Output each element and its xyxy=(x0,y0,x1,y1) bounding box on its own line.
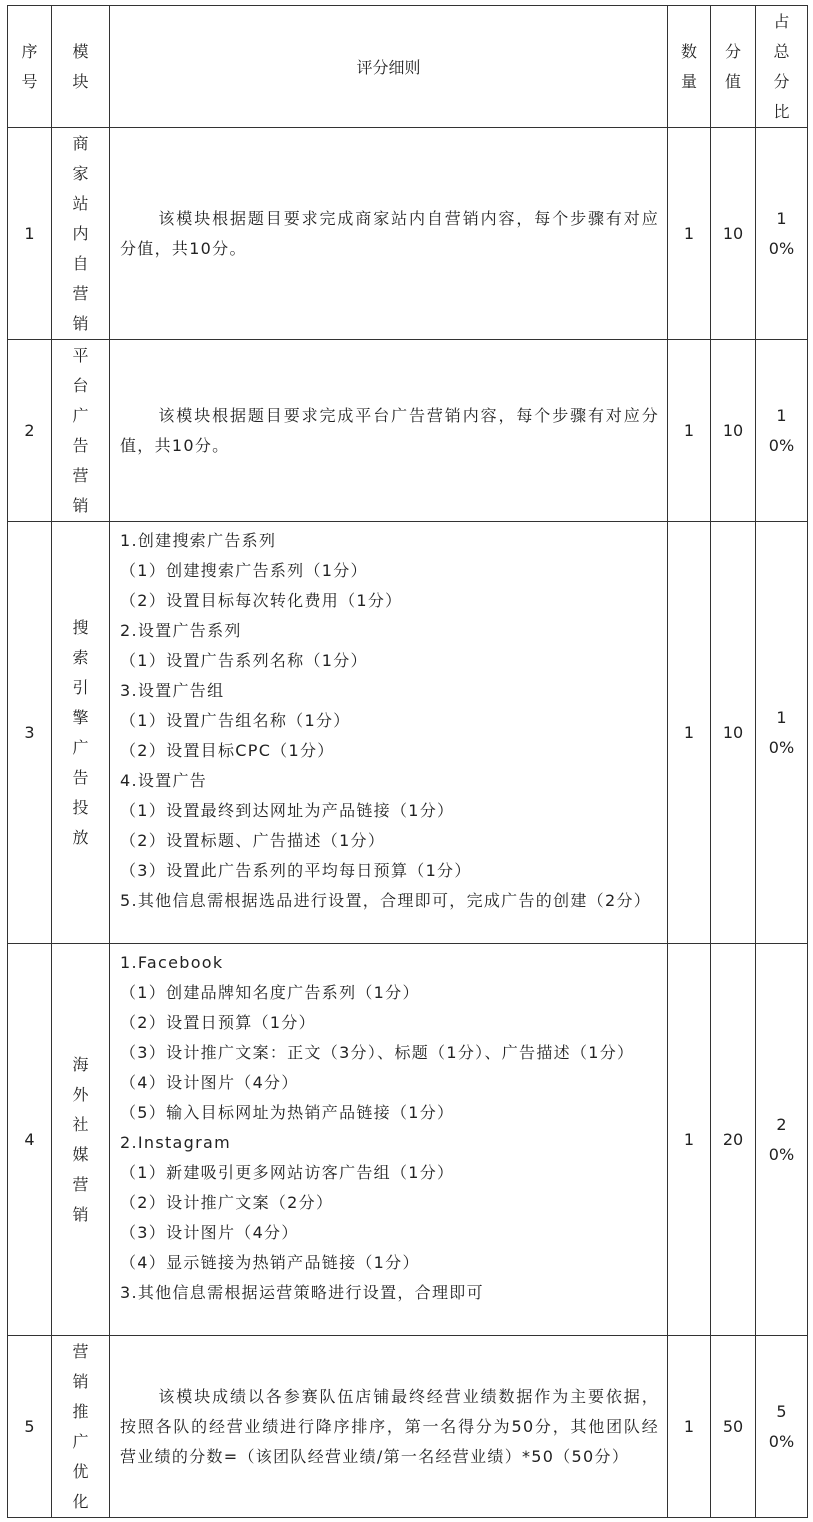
row-module: 营销推广优化 xyxy=(52,1336,110,1518)
rule-line: （2）设置目标CPC（1分） xyxy=(120,741,335,760)
row-pct: 10% xyxy=(756,340,808,522)
rule-line: （4）设计图片（4分） xyxy=(120,1073,299,1092)
rule-line: （3）设计推广文案：正文（3分）、标题（1分）、广告描述（1分） xyxy=(120,1043,635,1062)
rule-line: （2）设置标题、广告描述（1分） xyxy=(120,831,386,850)
row-score: 50 xyxy=(711,1336,756,1518)
rule-line: 2.Instagram xyxy=(120,1133,231,1152)
header-seq: 序号 xyxy=(8,6,52,128)
rule-line: （2）设置日预算（1分） xyxy=(120,1013,316,1032)
row-count: 1 xyxy=(668,522,711,944)
row-seq: 1 xyxy=(8,128,52,340)
row-pct: 10% xyxy=(756,128,808,340)
rule-line: 5.其他信息需根据选品进行设置，合理即可，完成广告的创建（2分） xyxy=(120,891,652,910)
table-row xyxy=(8,1336,808,1518)
rule-line: （1）设置广告组名称（1分） xyxy=(120,711,351,730)
rule-line: 2.设置广告系列 xyxy=(120,621,242,640)
rule-line: （1）设置最终到达网址为产品链接（1分） xyxy=(120,801,455,820)
row-rules xyxy=(110,944,668,1336)
row-module: 商家站内自营销 xyxy=(52,128,110,340)
row-score: 10 xyxy=(711,128,756,340)
table-row xyxy=(8,944,808,1336)
rule-line: （2）设置目标每次转化费用（1分） xyxy=(120,591,403,610)
row-score: 20 xyxy=(711,944,756,1336)
header-row xyxy=(8,6,808,128)
header-rules: 评分细则 xyxy=(110,6,668,128)
table-row xyxy=(8,522,808,944)
row-rules: 该模块根据题目要求完成平台广告营销内容，每个步骤有对应分值，共10分。 xyxy=(110,340,668,522)
rule-line: （2）设计推广文案（2分） xyxy=(120,1193,334,1212)
row-count: 1 xyxy=(668,1336,711,1518)
row-seq: 2 xyxy=(8,340,52,522)
row-count: 1 xyxy=(668,128,711,340)
header-count: 数量 xyxy=(668,6,711,128)
row-score: 10 xyxy=(711,340,756,522)
rule-line: （1）创建品牌知名度广告系列（1分） xyxy=(120,983,420,1002)
row-module: 平台广告营销 xyxy=(52,340,110,522)
row-rules xyxy=(110,522,668,944)
rule-line: 1.创建搜索广告系列 xyxy=(120,531,277,550)
row-score: 10 xyxy=(711,522,756,944)
rule-line: 3.设置广告组 xyxy=(120,681,225,700)
table-row xyxy=(8,128,808,340)
row-seq: 4 xyxy=(8,944,52,1336)
header-module: 模块 xyxy=(52,6,110,128)
row-rules: 该模块根据题目要求完成商家站内自营销内容，每个步骤有对应分值，共10分。 xyxy=(110,128,668,340)
header-pct: 占总分比 xyxy=(756,6,808,128)
rule-line: （4）显示链接为热销产品链接（1分） xyxy=(120,1253,420,1272)
rule-line: 3.其他信息需根据运营策略进行设置，合理即可 xyxy=(120,1283,484,1302)
rule-line: （1）创建搜索广告系列（1分） xyxy=(120,561,368,580)
scoring-table xyxy=(7,5,808,1518)
row-rules: 该模块成绩以各参赛队伍店铺最终经营业绩数据作为主要依据，按照各队的经营业绩进行降序排序，第一名得分为50分，其他团队经营业绩的分数=（该团队经营业绩/第一名经营业绩）*50（50分） xyxy=(110,1336,668,1518)
row-seq: 3 xyxy=(8,522,52,944)
rule-line: 1.Facebook xyxy=(120,953,224,972)
row-count: 1 xyxy=(668,944,711,1336)
row-seq: 5 xyxy=(8,1336,52,1518)
table-row xyxy=(8,340,808,522)
row-module: 海外社媒营销 xyxy=(52,944,110,1336)
rule-line: （1）设置广告系列名称（1分） xyxy=(120,651,368,670)
rule-line: （3）设计图片（4分） xyxy=(120,1223,299,1242)
rule-line: 4.设置广告 xyxy=(120,771,208,790)
row-count: 1 xyxy=(668,340,711,522)
rule-line: （3）设置此广告系列的平均每日预算（1分） xyxy=(120,861,472,880)
rule-line: （5）输入目标网址为热销产品链接（1分） xyxy=(120,1103,455,1122)
row-pct: 10% xyxy=(756,522,808,944)
row-module: 搜索引擎广告投放 xyxy=(52,522,110,944)
row-pct: 50% xyxy=(756,1336,808,1518)
header-score: 分值 xyxy=(711,6,756,128)
rule-line: （1）新建吸引更多网站访客广告组（1分） xyxy=(120,1163,455,1182)
row-pct: 20% xyxy=(756,944,808,1336)
